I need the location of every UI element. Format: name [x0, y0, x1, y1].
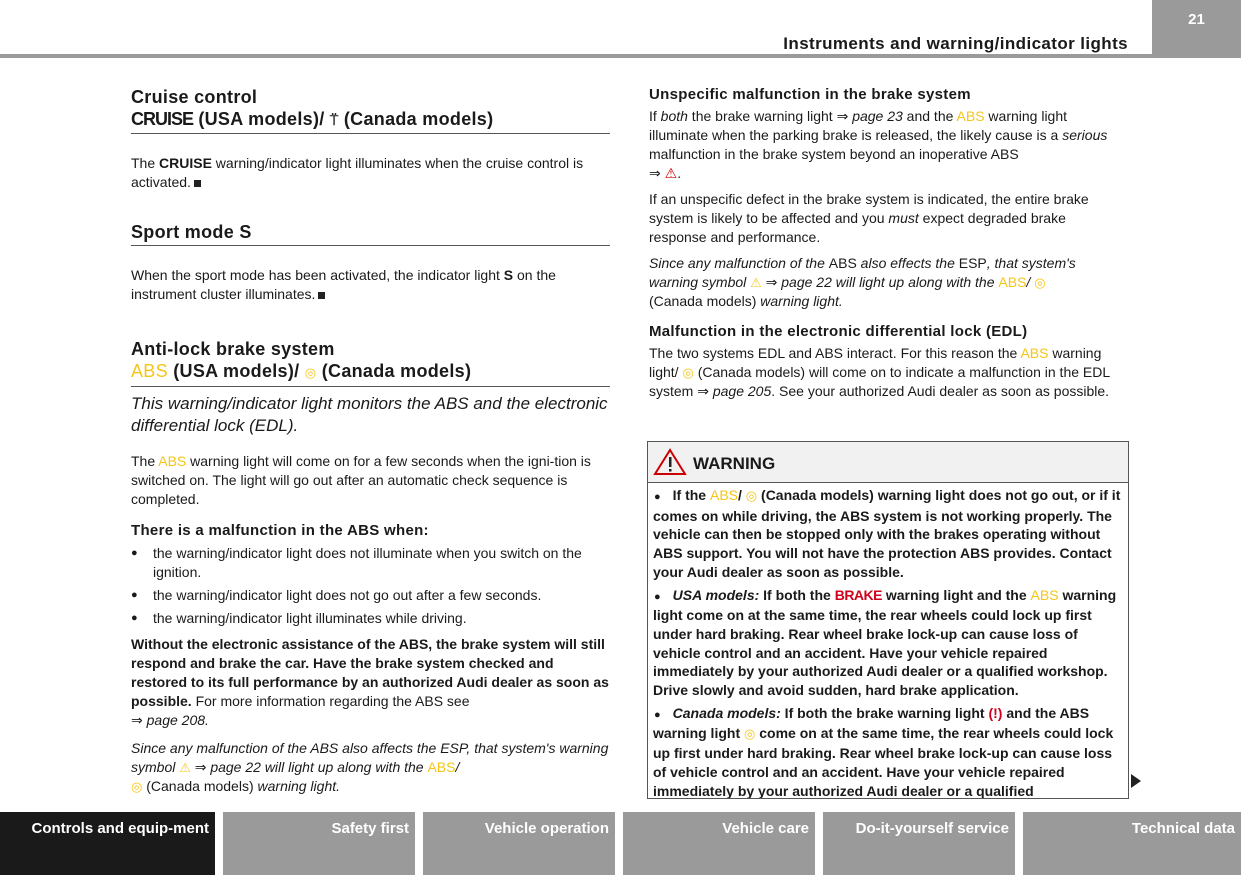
left-column	[131, 86, 610, 796]
nav-vehicle-operation[interactable]: Vehicle operation	[423, 812, 615, 875]
abs-usa-label: (USA models)/	[167, 361, 305, 381]
end-marker	[318, 292, 325, 299]
continue-arrow-icon	[1131, 774, 1141, 788]
abs-intro: The ABS warning light will come on for a few seconds when the igni-tion is switched on. The light will go out after an automatic check sequence is completed.	[131, 453, 591, 507]
unspecific-heading: Unspecific malfunction in the brake system	[649, 86, 971, 103]
abs-esp-note: Since any malfunction of the ABS also affects the ESP, that system's warning symbol ⚠ ⇒ page 22 will light up along with the ABS/ ◎ (Canada models) warning light.	[131, 740, 609, 794]
canada-abs-icon: ◎	[682, 365, 694, 380]
sport-body: When the sport mode has been activated, the indicator light S on the instrument cluster illuminates.	[131, 267, 556, 302]
warning-box	[647, 441, 1129, 799]
abs-assist-paragraph: Without the electronic assistance of the ABS, the brake system will still respond and brake the car. Have the brake system checked and restored to its full performance by an authorized Audi dealer as soon as possible. For more information regarding the ABS see	[131, 636, 609, 709]
abs-title: Anti-lock brake system	[131, 339, 335, 359]
warning-item: ● Canada models: If both the brake warning light (!) and the ABS warning light ◎ come on at the same time, the rear wheels could lock up first under hard braking. Rear wheel brake lock-up can cause loss of vehicle control and an accident. Have your vehicle repaired immediately by your authorized Audi dealer or a qualified	[653, 704, 1122, 799]
nav-vehicle-care[interactable]: Vehicle care	[623, 812, 815, 875]
warning-header	[648, 442, 1128, 483]
brake-symbol: BRAKE	[834, 586, 882, 603]
canada-abs-icon: ◎	[304, 365, 317, 380]
warning-triangle-icon: ⚠	[664, 165, 678, 181]
unspecific-p3: Since any malfunction of the ABS also effects the ESP, that system's warning symbol ⚠ ⇒ page 22 will light up along with the ABS/ ◎ (Canada models) warning light.	[649, 255, 1076, 309]
abs-canada-label: (Canada models)	[316, 361, 472, 381]
nav-do-it-yourself-service[interactable]: Do-it-yourself service	[823, 812, 1015, 875]
edl-heading: Malfunction in the electronic differential lock (EDL)	[649, 323, 1028, 340]
cruise-title: Cruise control	[131, 87, 258, 107]
sport-heading	[131, 221, 610, 246]
right-column	[649, 86, 1127, 401]
edl-body: The two systems EDL and ABS interact. For this reason the ABS warning light/ ◎ (Canada models) will come on to indicate a malfunction in the EDL system ⇒ page 205. See your authorized Audi dealer as soon as possible.	[649, 345, 1110, 399]
cruise-inline-symbol: CRUISE	[159, 155, 212, 171]
page-number: 21	[1152, 0, 1241, 58]
canada-abs-icon: ◎	[744, 726, 756, 742]
malfunction-heading: There is a malfunction in the ABS when:	[131, 522, 429, 539]
list-item: ● the warning/indicator light does not illuminate when you switch on the ignition.	[131, 544, 610, 582]
abs-heading	[131, 338, 610, 387]
unspecific-p2: If an unspecific defect in the brake system is indicated, the entire brake system is likely to be affected and you must expect degraded brake response and performance.	[649, 191, 1089, 245]
abs-inline-symbol: ABS	[158, 453, 187, 469]
warning-triangle-icon	[653, 448, 687, 476]
nav-controls-and-equipment[interactable]: Controls and equip-ment	[0, 812, 215, 875]
header-rule	[0, 54, 1152, 58]
abs-symbol: ABS	[131, 361, 168, 381]
running-header: Instruments and warning/indicator lights	[783, 34, 1128, 53]
list-item: ● the warning/indicator light does not go out after a few seconds.	[131, 586, 610, 605]
esp-icon: ⚠	[750, 275, 762, 290]
nav-safety-first[interactable]: Safety first	[223, 812, 415, 875]
canada-abs-icon: ◎	[1034, 275, 1046, 290]
canada-abs-icon: ◎	[745, 488, 758, 503]
esp-icon: ⚠	[179, 760, 191, 775]
sport-symbol: S	[239, 222, 252, 242]
warning-label: WARNING	[693, 454, 776, 473]
warning-body	[648, 483, 1128, 799]
cruise-symbol: CRUISE	[131, 109, 194, 129]
end-marker	[194, 180, 201, 187]
cruise-heading	[131, 86, 610, 134]
unspecific-p1: If both the brake warning light ⇒ page 23 and the ABS warning light illuminate when the parking brake is released, the likely cause is a serious malfunction in the brake system beyond an inoperative ABS ⇒ ⚠.	[649, 108, 1108, 181]
brake-warning-icon: (!)	[988, 704, 1003, 721]
abs-subtitle: This warning/indicator light monitors the ABS and the electronic differential lock (EDL).	[131, 394, 608, 435]
sport-inline-symbol: S	[503, 267, 514, 283]
list-item: ● the warning/indicator light illuminates while driving.	[131, 609, 610, 628]
warning-item: ● USA models: If both the BRAKE warning light and the ABS warning light come on at the same time, the rear wheels could lock up first under hard braking. Rear wheel brake lock-up can cause loss of vehicle control and an accident. Have your vehicle repaired immediately by your authorized Audi dealer or a qualified workshop. Drive slowly and avoid sudden, hard brake application.	[653, 586, 1122, 700]
abs-page-ref: ⇒ page 208.	[131, 712, 209, 728]
cruise-canada-label: (Canada models)	[338, 109, 494, 129]
nav-technical-data[interactable]: Technical data	[1023, 812, 1241, 875]
malfunction-list	[131, 544, 610, 628]
sport-title: Sport mode	[131, 222, 240, 242]
cruise-usa-label: (USA models)/	[193, 109, 330, 129]
canada-abs-icon: ◎	[131, 779, 143, 794]
cruise-body: The CRUISE warning/indicator light illuminates when the cruise control is activated.	[131, 155, 584, 190]
warning-item: ● If the ABS/ ◎ (Canada models) warning light does not go out, or if it comes on while driving, the ABS system is not working properly. The vehicle can then be stopped only with the brakes operating without ABS support. You will not have the protection ABS provides. Contact your Audi dealer as soon as possible.	[653, 486, 1122, 582]
canada-cruise-icon: ⍡	[329, 112, 339, 128]
